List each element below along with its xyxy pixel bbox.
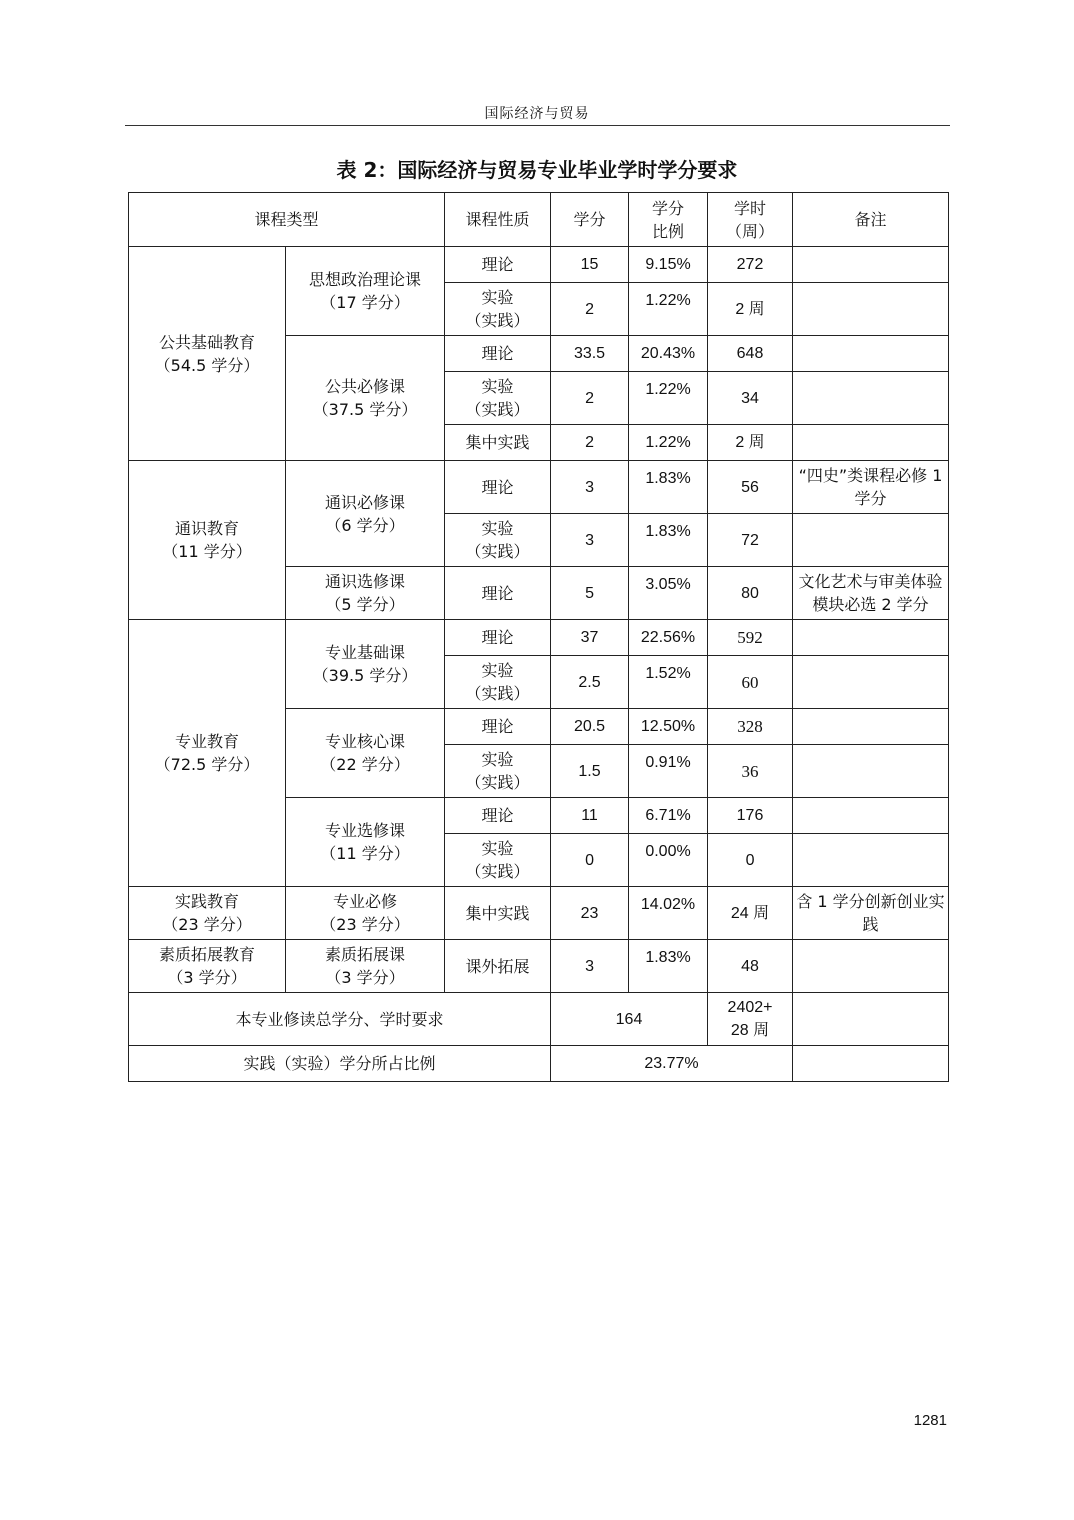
note-cell: 文化艺术与审美体验模块必选 2 学分 [793,567,949,620]
page-number: 1281 [913,1412,947,1429]
hours-cell: 34 [708,372,793,425]
hours-cell: 176 [708,798,793,834]
credit-cell: 37 [551,620,629,656]
column-header-hours: 学时 （周） [708,193,793,247]
table-row [129,247,949,283]
subgroup-major-compulsory-cell: 专业必修 （23 学分） [286,887,445,940]
credit-cell: 3 [551,461,629,514]
total-hours-cell: 2402+ 28 周 [708,993,793,1046]
credit-cell: 1.5 [551,745,629,798]
ratio-cell: 6.71% [629,798,708,834]
column-header-type: 课程类型 [129,193,445,247]
column-header-credit: 学分 [551,193,629,247]
note-cell: “四史”类课程必修 1 学分 [793,461,949,514]
ratio-cell: 1.22% [629,372,708,425]
running-header: 国际经济与贸易 [484,106,590,122]
nature-cell: 实验 （实践） [445,283,551,336]
note-cell [793,283,949,336]
hours-cell: 36 [708,745,793,798]
ratio-cell: 14.02% [629,887,708,940]
column-header-nature: 课程性质 [445,193,551,247]
hours-cell: 80 [708,567,793,620]
nature-cell: 理论 [445,247,551,283]
hours-cell: 2 周 [708,283,793,336]
credit-cell: 0 [551,834,629,887]
note-cell [793,1046,949,1082]
nature-cell: 集中实践 [445,887,551,940]
note-cell [793,620,949,656]
note-cell [793,745,949,798]
hours-cell: 60 [708,656,793,709]
ratio-cell: 9.15% [629,247,708,283]
nature-cell: 理论 [445,709,551,745]
credit-cell: 20.5 [551,709,629,745]
subgroup-general-required-cell: 通识必修课 （6 学分） [286,461,445,567]
hours-cell: 56 [708,461,793,514]
ratio-cell: 12.50% [629,709,708,745]
subgroup-public-required-cell: 公共必修课 （37.5 学分） [286,336,445,461]
note-cell [793,247,949,283]
credit-cell: 33.5 [551,336,629,372]
hours-cell: 328 [708,709,793,745]
group-quality-cell: 素质拓展教育 （3 学分） [129,940,286,993]
note-cell [793,834,949,887]
note-cell [793,372,949,425]
credit-requirements-table [128,192,949,1082]
total-row [129,993,949,1046]
credit-cell: 2.5 [551,656,629,709]
group-major-cell: 专业教育 （72.5 学分） [129,620,286,887]
nature-cell: 实验 （实践） [445,656,551,709]
ratio-cell: 1.83% [629,461,708,514]
column-header-note: 备注 [793,193,949,247]
column-header-ratio: 学分 比例 [629,193,708,247]
subgroup-major-core-cell: 专业核心课 （22 学分） [286,709,445,798]
subgroup-politics-cell: 思想政治理论课 （17 学分） [286,247,445,336]
header-rule [125,125,950,126]
credit-cell: 2 [551,283,629,336]
nature-cell: 集中实践 [445,425,551,461]
hours-cell: 72 [708,514,793,567]
note-cell [793,656,949,709]
table-row [129,620,949,656]
ratio-cell: 1.83% [629,940,708,993]
subgroup-quality-course-cell: 素质拓展课 （3 学分） [286,940,445,993]
ratio-cell: 1.52% [629,656,708,709]
credit-cell: 23 [551,887,629,940]
hours-cell: 648 [708,336,793,372]
credit-cell: 15 [551,247,629,283]
ratio-cell: 3.05% [629,567,708,620]
ratio-cell: 1.83% [629,514,708,567]
credit-cell: 2 [551,372,629,425]
group-practice-cell: 实践教育 （23 学分） [129,887,286,940]
note-cell: 含 1 学分创新创业实践 [793,887,949,940]
nature-cell: 理论 [445,798,551,834]
practice-ratio-label-cell: 实践（实验）学分所占比例 [129,1046,551,1082]
nature-cell: 实验 （实践） [445,514,551,567]
ratio-cell: 1.22% [629,283,708,336]
group-general-cell: 通识教育 （11 学分） [129,461,286,620]
credit-cell: 11 [551,798,629,834]
note-cell [793,798,949,834]
nature-cell: 课外拓展 [445,940,551,993]
group-public-cell: 公共基础教育 （54.5 学分） [129,247,286,461]
table-title: 表 2：国际经济与贸易专业毕业学时学分要求 [336,158,738,182]
subgroup-general-elective-cell: 通识选修课 （5 学分） [286,567,445,620]
total-label-cell: 本专业修读总学分、学时要求 [129,993,551,1046]
nature-cell: 理论 [445,620,551,656]
credit-cell: 3 [551,514,629,567]
practice-ratio-row [129,1046,949,1082]
note-cell [793,514,949,567]
total-credits-cell: 164 [551,993,708,1046]
ratio-cell: 0.91% [629,745,708,798]
table-header-row [129,193,949,247]
nature-cell: 理论 [445,567,551,620]
nature-cell: 理论 [445,461,551,514]
ratio-cell: 1.22% [629,425,708,461]
note-cell [793,709,949,745]
practice-ratio-value-cell: 23.77% [551,1046,793,1082]
table-row [129,461,949,514]
note-cell [793,336,949,372]
credit-cell: 3 [551,940,629,993]
hours-cell: 272 [708,247,793,283]
credit-cell: 2 [551,425,629,461]
nature-cell: 实验 （实践） [445,834,551,887]
hours-cell: 48 [708,940,793,993]
table-row [129,887,949,940]
nature-cell: 理论 [445,336,551,372]
hours-cell: 2 周 [708,425,793,461]
hours-cell: 0 [708,834,793,887]
hours-cell: 592 [708,620,793,656]
nature-cell: 实验 （实践） [445,372,551,425]
note-cell [793,993,949,1046]
subgroup-major-elective-cell: 专业选修课 （11 学分） [286,798,445,887]
subgroup-major-basic-cell: 专业基础课 （39.5 学分） [286,620,445,709]
note-cell [793,940,949,993]
nature-cell: 实验 （实践） [445,745,551,798]
ratio-cell: 22.56% [629,620,708,656]
table-row [129,940,949,993]
note-cell [793,425,949,461]
hours-cell: 24 周 [708,887,793,940]
ratio-cell: 20.43% [629,336,708,372]
ratio-cell: 0.00% [629,834,708,887]
credit-cell: 5 [551,567,629,620]
